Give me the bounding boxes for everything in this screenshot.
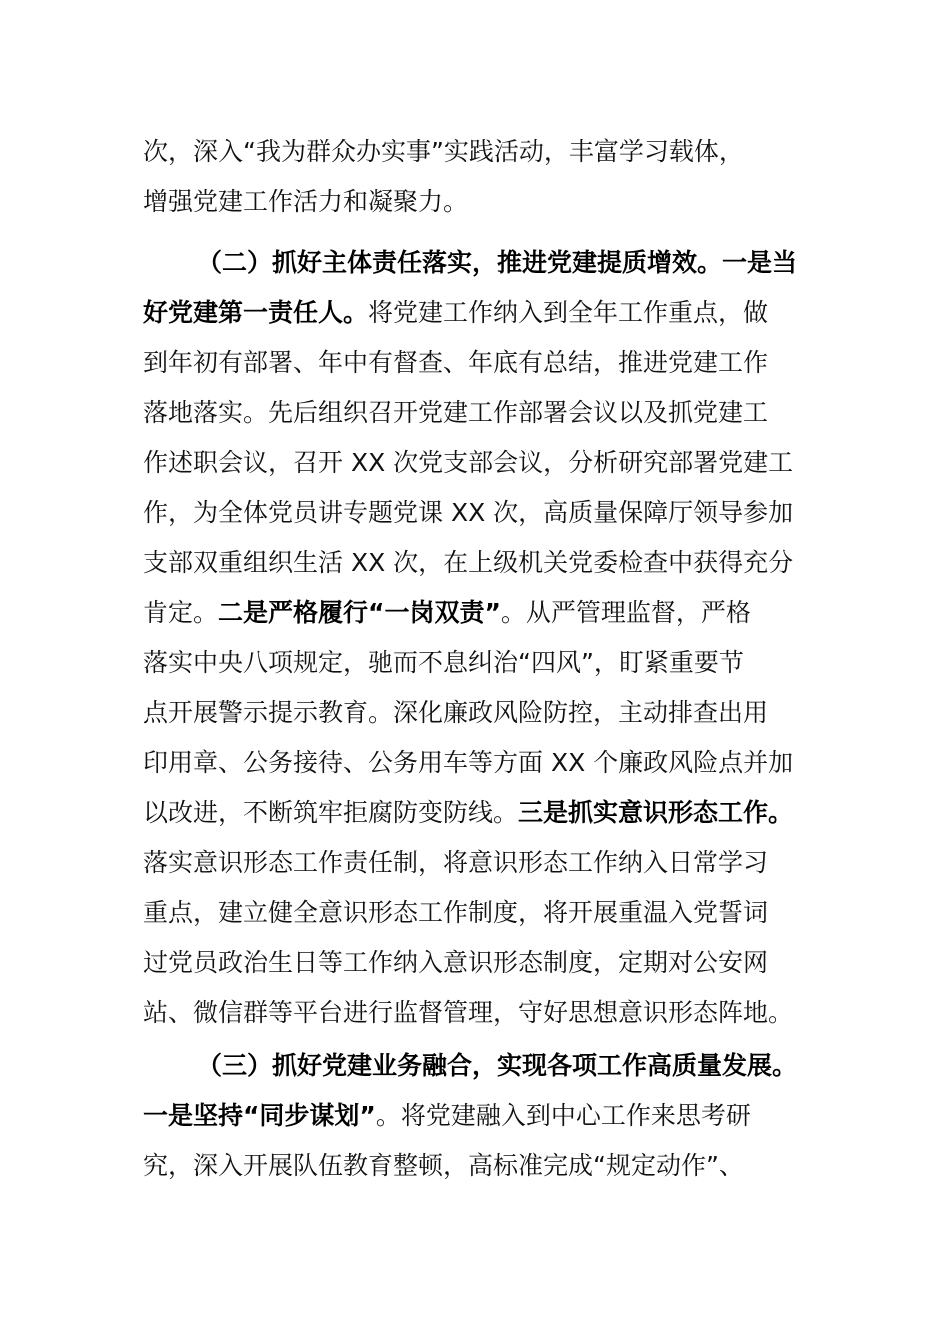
text-line <box>143 888 823 938</box>
text-line <box>143 538 823 588</box>
text-run: 落地落实。先后组织召开党建工作部署会议以及抓党建工 <box>143 398 769 427</box>
text-run: 到年初有部署、年中有督查、年底有总结，推进党建工作 <box>143 348 769 377</box>
text-line <box>143 988 823 1038</box>
text-line <box>143 177 823 227</box>
text-line <box>143 1091 823 1141</box>
text-line <box>143 1041 823 1091</box>
text-line <box>143 938 823 988</box>
text-line <box>143 588 823 638</box>
bold-text-run: 一是坚持“同步谋划” <box>143 1101 376 1130</box>
text-run: 次，深入“我为群众办实事”实践活动，丰富学习载体， <box>143 137 744 166</box>
text-run: 增强党建工作活力和凝聚力。 <box>143 187 469 216</box>
text-run: 。从严管理监督，严格 <box>500 598 751 627</box>
text-run: 重点，建立健全意识形态工作制度，将开展重温入党誓词 <box>143 898 769 927</box>
text-run: 以改进，不断筑牢拒腐防变防线。 <box>143 798 519 827</box>
paragraph-section-three <box>143 1041 823 1191</box>
text-line <box>143 1141 823 1191</box>
text-line <box>143 388 823 438</box>
text-line <box>143 738 823 788</box>
text-run: 印用章、公务接待、公务用车等方面 XX 个廉政风险点并加 <box>143 748 794 777</box>
text-run: 将党建工作纳入到全年工作重点，做 <box>368 298 769 327</box>
text-line <box>143 688 823 738</box>
text-run: 站、微信群等平台进行监督管理，守好思想意识形态阵地。 <box>143 998 794 1027</box>
text-run: 作，为全体党员讲专题党课 XX 次，高质量保障厅领导参加 <box>143 498 794 527</box>
text-run: 过党员政治生日等工作纳入意识形态制度，定期对公安网 <box>143 948 769 977</box>
text-line <box>143 338 823 388</box>
text-line <box>143 288 823 338</box>
text-line <box>143 638 823 688</box>
bold-text-run: 二是严格履行“一岗双责” <box>218 598 501 627</box>
text-line <box>143 838 823 888</box>
paragraph-section-two <box>143 238 823 1038</box>
text-line <box>143 488 823 538</box>
bold-text-run: 好党建第一责任人。 <box>143 298 369 327</box>
text-line <box>143 438 823 488</box>
text-run: 点开展警示提示教育。深化廉政风险防控，主动排查出用 <box>143 698 769 727</box>
text-line <box>143 127 823 177</box>
bold-text-run: （二）抓好主体责任落实，推进党建提质增效。一是当 <box>197 248 798 277</box>
bold-text-run: （三）抓好党建业务融合，实现各项工作高质量发展。 <box>197 1051 798 1080</box>
bold-text-run: 三是抓实意识形态工作。 <box>518 798 794 827</box>
paragraph-continuation <box>143 127 823 227</box>
text-run: 落实意识形态工作责任制，将意识形态工作纳入日常学习 <box>143 848 769 877</box>
text-line <box>143 238 823 288</box>
text-run: 。将党建融入到中心工作来思考研 <box>375 1101 751 1130</box>
text-run: 落实中央八项规定，驰而不息纠治“四风”，盯紧重要节 <box>143 648 744 677</box>
text-run: 究，深入开展队伍教育整顿，高标准完成“规定动作”、 <box>143 1151 744 1180</box>
text-run: 作述职会议，召开 XX 次党支部会议，分析研究部署党建工 <box>143 448 794 477</box>
text-run: 支部双重组织生活 XX 次，在上级机关党委检查中获得充分 <box>143 548 794 577</box>
text-run: 肯定。 <box>143 598 219 627</box>
text-line <box>143 788 823 838</box>
